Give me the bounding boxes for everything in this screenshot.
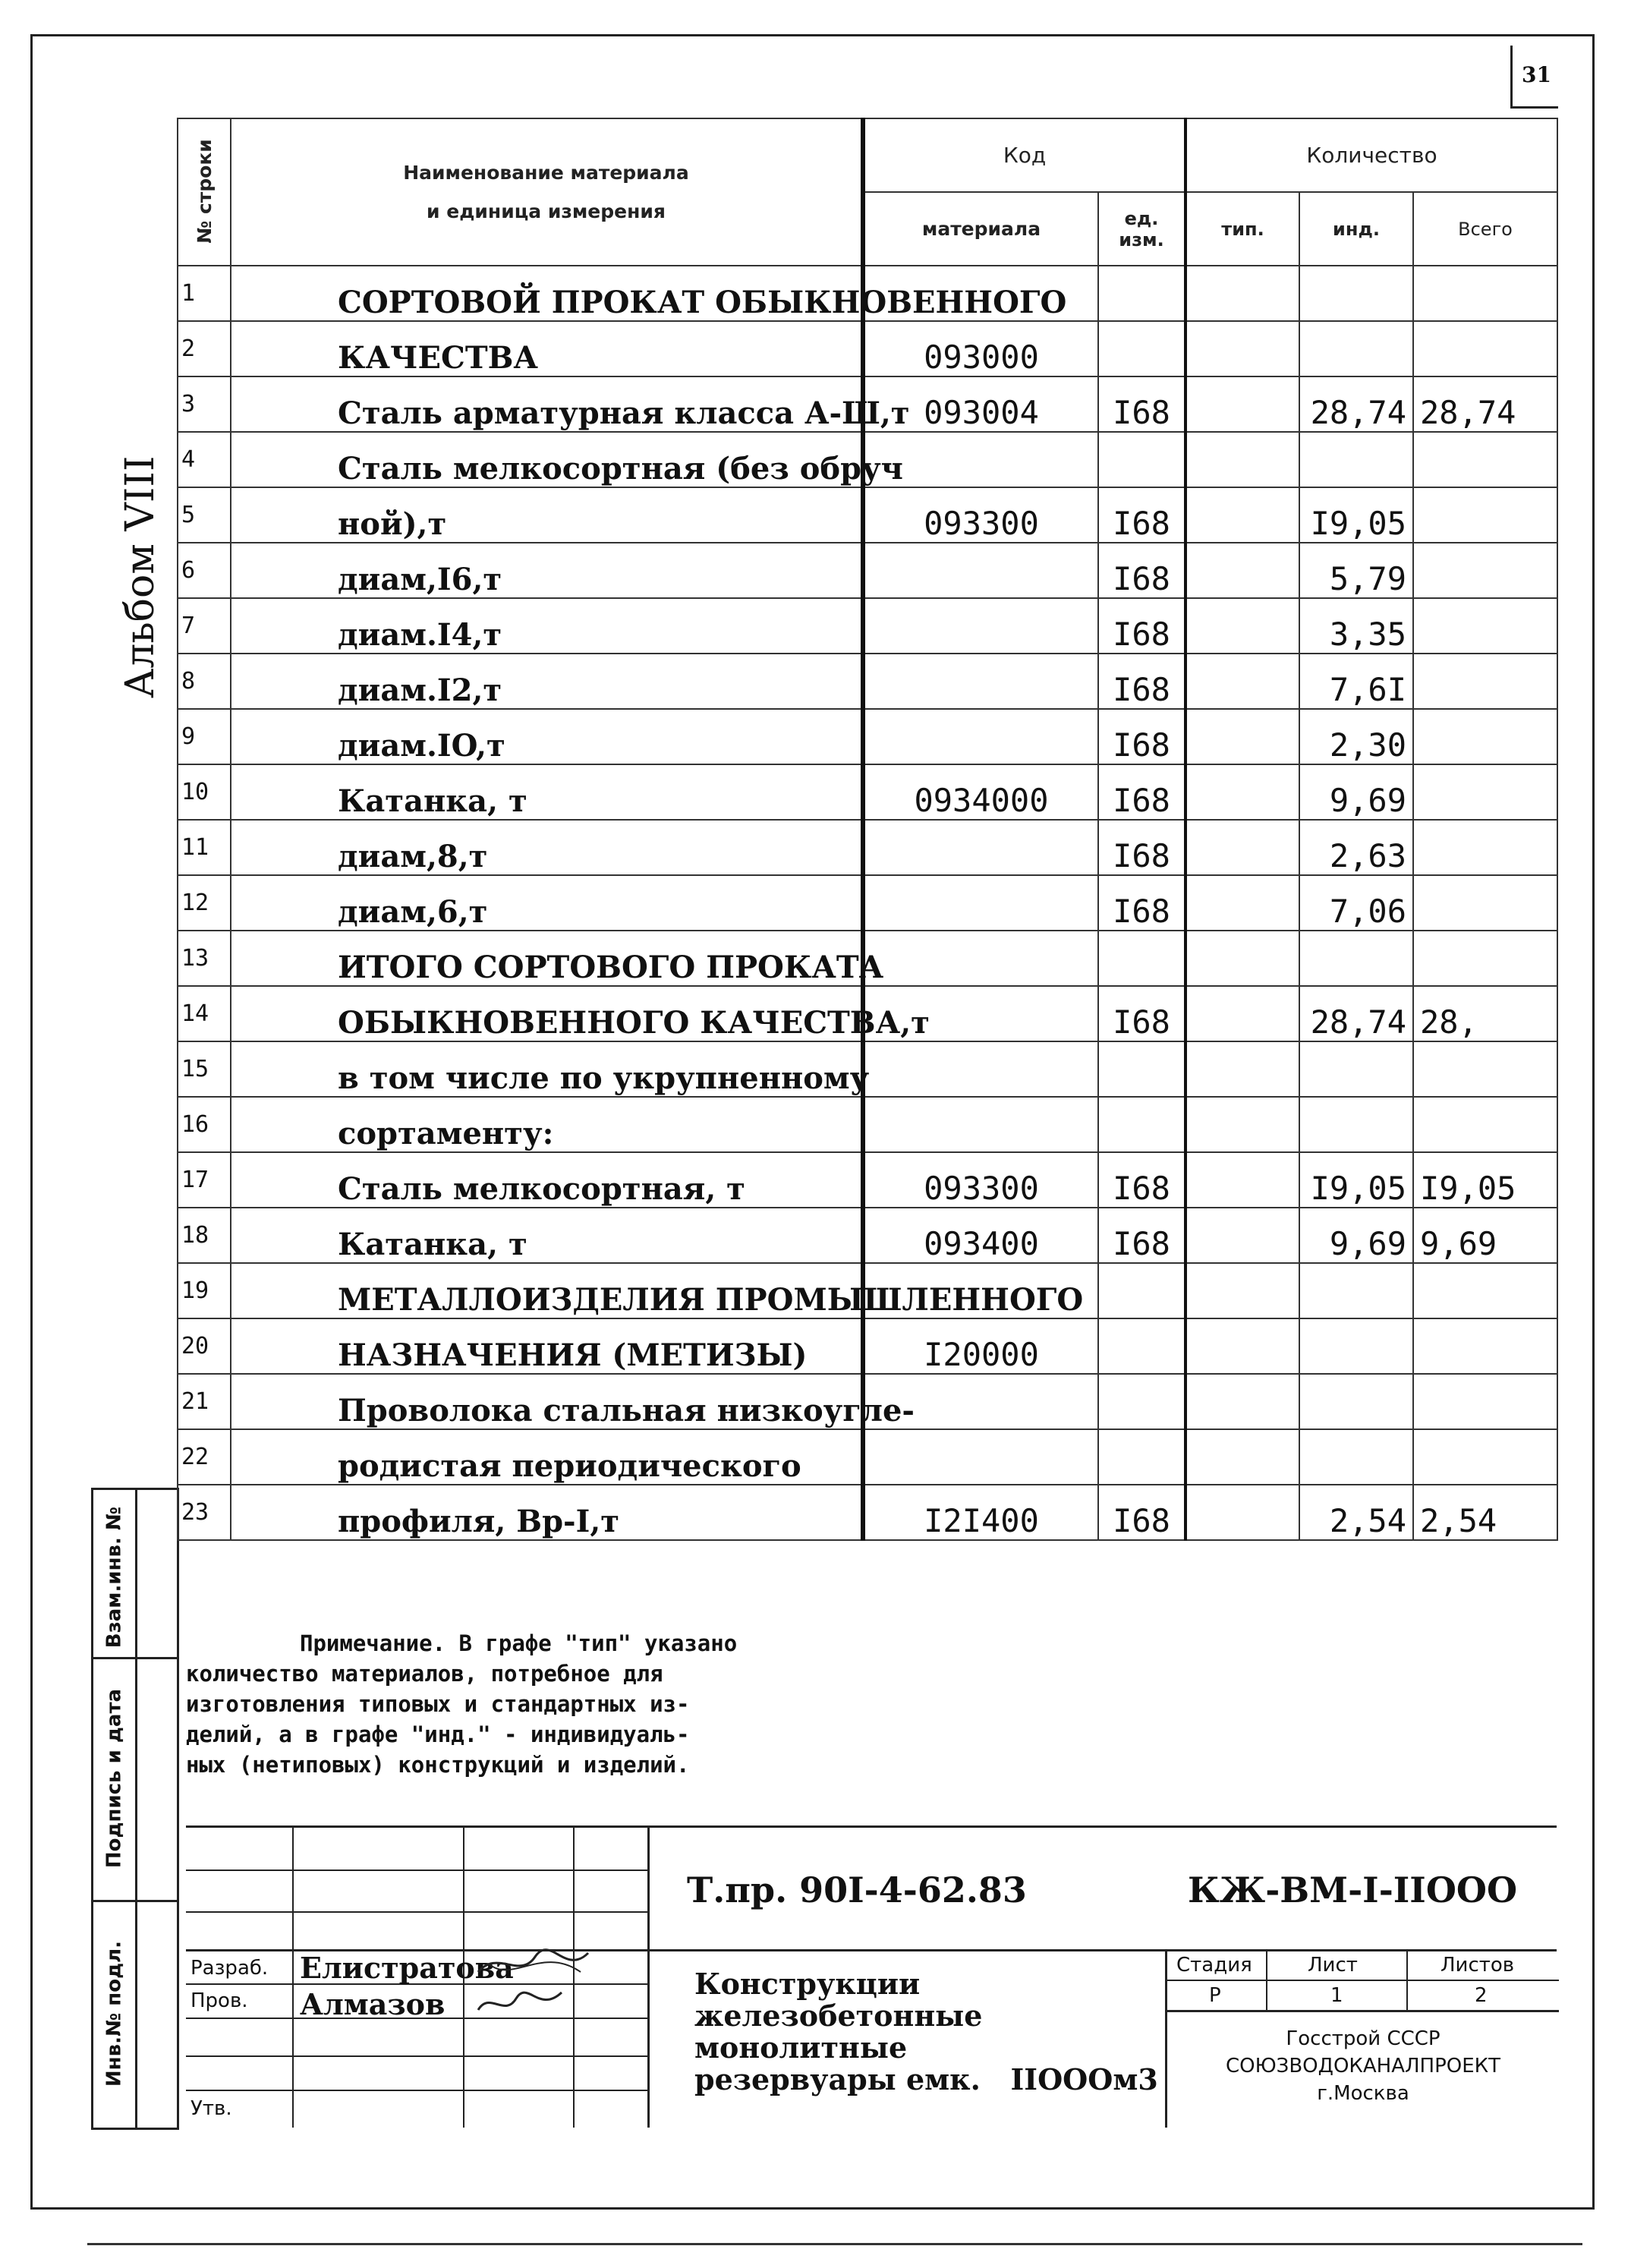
qty-typ-cell [1185,1485,1299,1540]
signature-developer [474,1942,596,1987]
qty-total-cell: 28,74 [1413,376,1557,432]
qty-ind-cell: 2,54 [1299,1485,1413,1540]
note-line: количество материалов, потребное для [186,1661,663,1687]
qty-typ-cell [1185,709,1299,764]
header-qty-group: Количество [1185,118,1557,192]
table-row [178,1041,1557,1097]
material-name-cell: в том числе по укрупненному [231,1041,863,1097]
material-name-cell: НАЗНАЧЕНИЯ (МЕТИЗЫ) [231,1318,863,1374]
qty-typ-cell [1185,654,1299,709]
qty-total-cell [1413,764,1557,820]
qty-ind-cell: I9,05 [1299,487,1413,543]
qty-total-cell [1413,487,1557,543]
qty-ind-cell [1299,321,1413,376]
row-number-cell: 10 [178,764,231,820]
material-name-cell: КАЧЕСТВА [231,321,863,376]
row-number-cell: 5 [178,487,231,543]
qty-total-cell: 2,54 [1413,1485,1557,1540]
table-row [178,376,1557,432]
material-name-cell: родистая периодического [231,1429,863,1485]
row-number-cell: 22 [178,1429,231,1485]
header-qty-typ: тип. [1185,192,1299,266]
role-checker: Пров. [190,1989,248,2012]
row-number-cell: 12 [178,875,231,931]
material-name-cell: Сталь мелкосортная (без обруч [231,432,863,487]
role-approver: Утв. [190,2097,232,2120]
table-row [178,931,1557,986]
qty-ind-cell [1299,1097,1413,1152]
note-line: ных (нетиповых) конструкций и изделий. [186,1752,690,1778]
row-number-cell: 9 [178,709,231,764]
header-name: Наименование материала и единица измерения [231,118,863,266]
materials-table [177,118,1558,1541]
unit-code-cell: I68 [1098,820,1185,875]
qty-ind-cell: 9,69 [1299,1208,1413,1263]
table-row [178,709,1557,764]
unit-code-cell [1098,266,1185,321]
material-name-cell: диам,8,т [231,820,863,875]
unit-code-cell [1098,1318,1185,1374]
material-name-cell: Катанка, т [231,1208,863,1263]
qty-ind-cell: I9,05 [1299,1152,1413,1208]
row-number-cell: 20 [178,1318,231,1374]
table-row [178,543,1557,598]
qty-typ-cell [1185,487,1299,543]
material-code-cell: I2I400 [863,1485,1098,1540]
qty-ind-cell: 28,74 [1299,986,1413,1041]
material-code-cell [863,820,1098,875]
unit-code-cell: I68 [1098,875,1185,931]
unit-code-cell: I68 [1098,598,1185,654]
qty-total-cell: 9,69 [1413,1208,1557,1263]
material-code-cell: 0934000 [863,764,1098,820]
material-code-cell: 093400 [863,1208,1098,1263]
unit-code-cell [1098,1374,1185,1429]
row-number-cell: 21 [178,1374,231,1429]
row-number-cell: 7 [178,598,231,654]
page-number-box [1510,46,1558,109]
qty-total-cell [1413,1429,1557,1485]
row-number-cell: 15 [178,1041,231,1097]
material-name-cell: диам.IO,т [231,709,863,764]
material-code-cell [863,1041,1098,1097]
table-row [178,487,1557,543]
qty-typ-cell [1185,598,1299,654]
material-name-cell: Проволока стальная низкоугле- [231,1374,863,1429]
album-label: Альбом VIII [118,455,163,698]
table-row [178,764,1557,820]
qty-total-cell [1413,1263,1557,1318]
table-row [178,1152,1557,1208]
qty-total-cell [1413,1097,1557,1152]
row-number-cell: 1 [178,266,231,321]
material-name-cell: Сталь мелкосортная, т [231,1152,863,1208]
row-number-cell: 8 [178,654,231,709]
qty-ind-cell [1299,931,1413,986]
material-code-cell [863,875,1098,931]
unit-code-cell [1098,321,1185,376]
qty-ind-cell: 28,74 [1299,376,1413,432]
unit-code-cell: I68 [1098,709,1185,764]
qty-total-cell [1413,543,1557,598]
unit-code-cell [1098,1263,1185,1318]
qty-total-cell [1413,1374,1557,1429]
qty-ind-cell [1299,1429,1413,1485]
material-code-cell: 093300 [863,487,1098,543]
material-code-cell: 093004 [863,376,1098,432]
qty-typ-cell [1185,266,1299,321]
table-row [178,1097,1557,1152]
qty-typ-cell [1185,1152,1299,1208]
materials-rows [178,266,1557,1540]
qty-typ-cell [1185,1429,1299,1485]
qty-total-cell: I9,05 [1413,1152,1557,1208]
qty-ind-cell: 7,6I [1299,654,1413,709]
material-code-cell [863,598,1098,654]
qty-typ-cell [1185,820,1299,875]
table-row [178,1374,1557,1429]
podpis-data-label: Подпись и дата [102,1688,126,1869]
qty-ind-cell: 5,79 [1299,543,1413,598]
qty-typ-cell [1185,1374,1299,1429]
unit-code-cell [1098,1041,1185,1097]
material-name-cell: СОРТОВОЙ ПРОКАТ ОБЫКНОВЕННОГО [231,266,863,321]
qty-ind-cell [1299,1318,1413,1374]
material-name-cell: сортаменту: [231,1097,863,1152]
qty-typ-cell [1185,764,1299,820]
qty-ind-cell: 7,06 [1299,875,1413,931]
table-row [178,1263,1557,1318]
material-name-cell: Катанка, т [231,764,863,820]
qty-total-cell [1413,820,1557,875]
row-number-cell: 19 [178,1263,231,1318]
qty-ind-cell: 3,35 [1299,598,1413,654]
note-block [186,1628,869,1780]
unit-code-cell [1098,432,1185,487]
table-row [178,875,1557,931]
header-code-unit: ед. изм. [1098,192,1185,266]
qty-typ-cell [1185,1263,1299,1318]
material-name-cell: диам,I6,т [231,543,863,598]
sheet-label: Лист [1308,1954,1358,1977]
note-line: Примечание. В графе "тип" указано [300,1630,738,1656]
material-name-cell: диам.I2,т [231,654,863,709]
row-number-cell: 16 [178,1097,231,1152]
qty-typ-cell [1185,1041,1299,1097]
qty-total-cell [1413,654,1557,709]
organization [1167,2025,1559,2107]
name-checker: Алмазов [300,1987,446,2021]
stage-sheet-grid [1165,1949,1559,2128]
material-name-cell: диам,6,т [231,875,863,931]
qty-typ-cell [1185,432,1299,487]
row-number-cell: 2 [178,321,231,376]
unit-code-cell: I68 [1098,654,1185,709]
sheet-value: 1 [1330,1984,1343,2007]
qty-typ-cell [1185,1208,1299,1263]
table-row [178,1208,1557,1263]
qty-typ-cell [1185,875,1299,931]
sheets-label: Листов [1441,1954,1515,1977]
material-code-cell: 093000 [863,321,1098,376]
qty-total-cell [1413,1041,1557,1097]
unit-code-cell: I68 [1098,1485,1185,1540]
table-row [178,986,1557,1041]
material-name-cell: Сталь арматурная класса А-Ш,т [231,376,863,432]
header-qty-total: Всего [1413,192,1557,266]
material-name-cell: МЕТАЛЛОИЗДЕЛИЯ ПРОМЫШЛЕННОГО [231,1263,863,1318]
project-code: Т.пр. 90I-4-62.83 [687,1870,1027,1910]
row-number-cell: 6 [178,543,231,598]
note-line: изготовления типовых и стандартных из- [186,1691,690,1717]
material-name-cell: диам.I4,т [231,598,863,654]
table-row [178,820,1557,875]
org-line: Госстрой СССР [1286,2027,1441,2050]
table-row [178,1485,1557,1540]
table-row [178,598,1557,654]
page-number: 31 [1522,62,1551,87]
qty-total-cell [1413,266,1557,321]
stage-label: Стадия [1176,1954,1252,1977]
unit-code-cell: I68 [1098,764,1185,820]
material-name-cell: профиля, Вр-I,т [231,1485,863,1540]
side-stamp [91,1488,179,2130]
unit-code-cell: I68 [1098,543,1185,598]
unit-code-cell: I68 [1098,1152,1185,1208]
qty-total-cell [1413,432,1557,487]
description-line: железобетонные [694,1999,983,2033]
header-row-no: № строки [178,118,231,266]
qty-total-cell [1413,931,1557,986]
header-code-group: Код [863,118,1185,192]
qty-total-cell [1413,875,1557,931]
material-code-cell: I20000 [863,1318,1098,1374]
qty-total-cell [1413,709,1557,764]
material-code-cell [863,709,1098,764]
qty-typ-cell [1185,376,1299,432]
row-number-cell: 11 [178,820,231,875]
qty-ind-cell [1299,1263,1413,1318]
qty-ind-cell: 2,30 [1299,709,1413,764]
qty-typ-cell [1185,1318,1299,1374]
table-row [178,321,1557,376]
unit-code-cell [1098,931,1185,986]
qty-ind-cell [1299,1041,1413,1097]
description-block [694,1967,1158,2096]
material-code-cell: 093300 [863,1152,1098,1208]
row-number-cell: 23 [178,1485,231,1540]
role-developer: Разраб. [190,1957,269,1980]
vzam-inv-label: Взам.инв. № [102,1506,126,1649]
qty-typ-cell [1185,321,1299,376]
material-code-cell [863,654,1098,709]
table-row [178,1318,1557,1374]
qty-typ-cell [1185,543,1299,598]
unit-code-cell: I68 [1098,376,1185,432]
qty-total-cell [1413,321,1557,376]
unit-code-cell: I68 [1098,487,1185,543]
material-code-cell [863,931,1098,986]
unit-code-cell: I68 [1098,986,1185,1041]
description-line: Конструкции [694,1967,921,2001]
table-row [178,266,1557,321]
qty-total-cell [1413,598,1557,654]
row-number-cell: 14 [178,986,231,1041]
sheets-value: 2 [1475,1984,1488,2007]
table-row [178,1429,1557,1485]
note-line: делий, а в графе "инд." - индивидуаль- [186,1721,690,1747]
row-number-cell: 17 [178,1152,231,1208]
material-code-cell [863,1429,1098,1485]
qty-ind-cell: 9,69 [1299,764,1413,820]
bottom-rule [87,2243,1582,2245]
unit-code-cell: I68 [1098,1208,1185,1263]
row-number-cell: 18 [178,1208,231,1263]
name-developer: Елистратова [300,1951,514,1985]
description-line: монолитные [694,2030,908,2065]
table-row [178,432,1557,487]
qty-ind-cell: 2,63 [1299,820,1413,875]
qty-ind-cell [1299,432,1413,487]
org-line: г.Москва [1317,2082,1409,2105]
qty-total-cell [1413,1318,1557,1374]
description-line: резервуары емк. IIOOOм3 [694,2062,1158,2096]
row-number-cell: 13 [178,931,231,986]
header-code-material: материала [863,192,1098,266]
row-number-cell: 3 [178,376,231,432]
title-block [186,1825,1557,2128]
material-name-cell: ной),т [231,487,863,543]
material-name-cell: ИТОГО СОРТОВОГО ПРОКАТА [231,931,863,986]
table-row [178,654,1557,709]
qty-typ-cell [1185,1097,1299,1152]
material-code-cell [863,543,1098,598]
header-qty-ind: инд. [1299,192,1413,266]
inv-podl-label: Инв.№ подл. [102,1940,126,2087]
material-code-cell [863,1097,1098,1152]
document-code: КЖ-ВМ-I-IIООО [1188,1870,1518,1910]
unit-code-cell [1098,1429,1185,1485]
qty-ind-cell [1299,1374,1413,1429]
row-number-cell: 4 [178,432,231,487]
org-line: СОЮЗВОДОКАНАЛПРОЕКТ [1225,2055,1501,2077]
qty-typ-cell [1185,986,1299,1041]
qty-typ-cell [1185,931,1299,986]
unit-code-cell [1098,1097,1185,1152]
material-name-cell: ОБЫКНОВЕННОГО КАЧЕСТВА,т [231,986,863,1041]
signature-checker [471,1983,569,2021]
stage-value: Р [1209,1984,1221,2007]
qty-ind-cell [1299,266,1413,321]
qty-total-cell: 28, [1413,986,1557,1041]
